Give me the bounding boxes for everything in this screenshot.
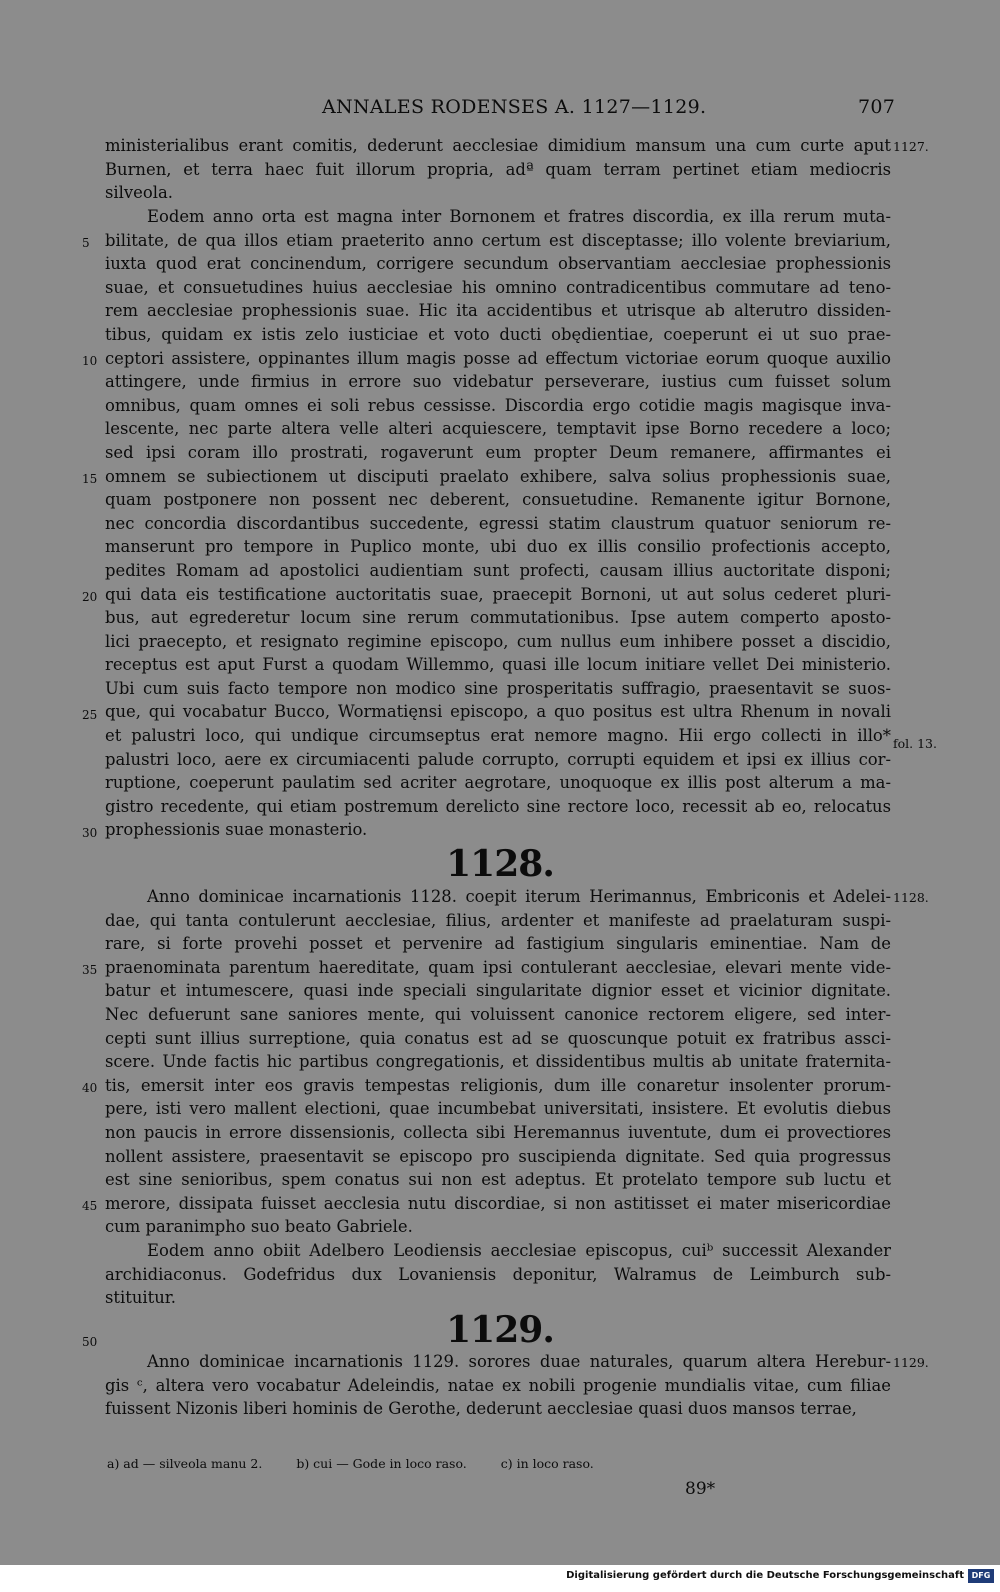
text-line: est sine senioribus, spem conatus sui non est adeptus. Et protelato tempore sub luctu et (105, 1170, 891, 1190)
signature-mark: 89* (685, 1479, 716, 1499)
text-line: que, qui vocabatur Bucco, Wormatięnsi episcopo, a quo positus est ultra Rhenum in novali (105, 702, 891, 722)
text-line: tis, emersit inter eos gravis tempestas religionis, dum ille conaretur insolenter prorum- (105, 1075, 891, 1095)
text-line: fuissent Nizonis liberi hominis de Gerothe, dederunt aecclesiae quasi duos mansos terrae, (105, 1399, 857, 1419)
line-number: 45 (82, 1199, 98, 1213)
margin-folio: fol. 13. (893, 736, 937, 751)
margin-year-1127: 1127. (893, 139, 929, 154)
line-number: 15 (82, 472, 98, 486)
text-line: Eodem anno obiit Adelbero Leodiensis aecclesiae episcopus, cuiᵇ successit Alexander (147, 1241, 891, 1260)
year-heading-1129: 1129. (446, 1309, 554, 1351)
text-line: sed ipsi coram illo prostrati, rogaverunt eum propter Deum remanere, affirmantes ei (105, 442, 891, 462)
text-line: lici praecepto, et resignato regimine episcopo, cum nullus eum inhibere posset a discidio, (105, 631, 891, 651)
margin-year-1129: 1129. (893, 1355, 929, 1370)
text-line: non paucis in errore dissensionis, collecta sibi Heremannus iuventute, dum ei provectiores (105, 1122, 891, 1142)
paragraph-1129 (105, 1350, 891, 1421)
text-line: ministerialibus erant comitis, dederunt aecclesiae dimidium mansum una cum curte aput (105, 136, 891, 155)
paragraph-1127-end (105, 134, 891, 205)
text-line: scere. Unde factis hic partibus congregationis, et dissidentibus multis ab unitate fraternita- (105, 1052, 891, 1072)
text-line: merore, dissipata fuisset aecclesia nutu discordiae, si non astitisset ei mater misericordiae (105, 1193, 891, 1213)
text-line: palustri loco, aere ex circumiacenti palude corrupto, corrupti equidem et ipsi ex illius cor- (105, 749, 891, 769)
text-line: iuxta quod erat concinendum, corrigere secundum observantiam aecclesiae prophessionis (105, 254, 891, 274)
text-line: praenominata parentum haereditate, quam ipsi contulerant aecclesiae, elevari mente vide- (105, 957, 891, 977)
text-line: nollent assistere, praesentavit se episcopo pro suscipienda dignitate. Sed quia progressus (105, 1146, 891, 1166)
text-line: cum paranimpho suo beato Gabriele. (105, 1217, 413, 1237)
text-line: omnem se subiectionem ut disciputi praelato exhibere, salva solius prophessionis suae, (105, 466, 891, 486)
text-line: pere, isti vero mallent electioni, quae incumbebat universitati, insistere. Et evolutis diebus (105, 1099, 891, 1119)
paragraph-adelbero (105, 1239, 891, 1310)
text-line: quam postponere non possent nec deberent, consuetudine. Remanente igitur Bornone, (105, 490, 891, 510)
text-line: omnibus, quam omnes ei soli rebus cessisse. Discordia ergo cotidie magis magisque inva- (105, 395, 891, 415)
text-line: nec concordia discordantibus succedente, egressi statim claustrum quatuor seniorum re- (105, 513, 891, 533)
text-line: bus, aut egrederetur locum sine rerum commutationibus. Ipse autem comperto aposto- (105, 608, 891, 628)
text-line: manserunt pro tempore in Puplico monte, ubi duo ex illis consilio profectionis accepto, (105, 537, 891, 557)
line-number: 30 (82, 826, 98, 840)
line-number: 25 (82, 708, 98, 722)
text-line: receptus est aput Furst a quodam Willemmo, quasi ille locum initiare vellet Dei ministerio. (105, 655, 891, 675)
text-line: gistro recedente, qui etiam postremum derelicto sine rectore loco, recessit ab eo, relocatus (105, 796, 891, 816)
line-number: 5 (82, 236, 90, 250)
text-line: et palustri loco, qui undique circumseptus erat nemore magno. Hii ergo collecti in illo* (105, 726, 891, 746)
paragraph-1128 (105, 885, 891, 1239)
text-line: batur et intumescere, quasi inde speciali singularitate dignior esset et vicinior dignitate. (105, 981, 891, 1001)
text-line: gis ᶜ, altera vero vocabatur Adeleindis, natae ex nobili progenie mundialis vitae, cum filiae (105, 1375, 891, 1395)
paragraph-discordia (105, 205, 891, 842)
text-line: bilitate, de qua illos etiam praeterito anno certum est disceptasse; illo volente breviarium, (105, 230, 891, 250)
text-line: rare, si forte provehi posset et pervenire ad fastigium singularis eminentiae. Nam de (105, 934, 891, 954)
running-header (0, 96, 1000, 124)
text-line: dae, qui tanta contulerunt aecclesiae, filius, ardenter et manifeste ad praelaturam suspi- (105, 910, 891, 930)
text-line: pedites Romam ad apostolici audientiam sunt profecti, causam illius auctoritate disponi; (105, 560, 891, 580)
text-line: stituitur. (105, 1288, 177, 1308)
text-line: tibus, quidam ex istis zelo iusticiae et voto ducti obędientiae, coeperunt ei ut suo prae- (105, 324, 891, 344)
text-line: silveola. (105, 183, 173, 203)
line-number: 50 (82, 1335, 98, 1349)
text-line: ceptori assistere, oppinantes illum magis posse ad effectum victoriae eorum quoque auxilio (105, 348, 891, 368)
text-line: ruptione, coeperunt paulatim sed acriter aegrotare, unoquoque ex illis post alterum a ma- (105, 773, 891, 793)
text-line: lescente, nec parte altera velle alteri acquiescere, temptavit ipse Borno recedere a loco; (105, 419, 891, 439)
text-line: Eodem anno orta est magna inter Bornonem et fratres discordia, ex illa rerum muta- (147, 207, 891, 226)
text-line: suae, et consuetudines huius aecclesiae his omnino contradicentibus commutare ad teno- (105, 277, 891, 297)
margin-year-1128: 1128. (893, 890, 929, 905)
text-line: Burnen, et terra haec fuit illorum propria, adª quam terram pertinet etiam mediocris (105, 159, 891, 179)
dfg-logo: DFG (968, 1569, 994, 1583)
footnote-b: b) cui — Gode in loco raso. (296, 1456, 467, 1471)
text-line: qui data eis testificatione auctoritatis suae, praecepit Bornoni, ut aut solus cederet pluri- (105, 584, 891, 604)
page-number: 707 (858, 96, 896, 118)
text-line: attingere, unde firmius in errore suo videbatur perseverare, iustius cum fuisset solum (105, 372, 891, 392)
footnotes (107, 1456, 624, 1471)
text-line: Ubi cum suis facto tempore non modico sine prosperitatis suffragio, praesentavit se suos- (105, 678, 891, 698)
text-line: archidiaconus. Godefridus dux Lovaniensis deponitur, Walramus de Leimburch sub- (105, 1264, 891, 1284)
line-number: 20 (82, 590, 98, 604)
text-line: Anno dominicae incarnationis 1128. coepit iterum Herimannus, Embriconis et Adelei- (147, 887, 891, 906)
footer-bar (0, 1565, 1000, 1592)
line-number: 10 (82, 354, 98, 368)
text-line: rem aecclesiae prophessionis suae. Hic ita accidentibus et utrisque ab alterutro dissiden- (105, 301, 891, 321)
text-line: Nec defuerunt sane saniores mente, qui voluissent canonice rectorem eligere, sed inter- (105, 1004, 891, 1024)
funding-credit: Digitalisierung gefördert durch die Deutsche Forschungsgemeinschaft (566, 1570, 964, 1581)
footnote-c: c) in loco raso. (500, 1456, 594, 1471)
text-line: prophessionis suae monasterio. (105, 820, 368, 840)
running-title: ANNALES RODENSES A. 1127—1129. (322, 96, 707, 118)
line-number: 35 (82, 963, 98, 977)
text-line: Anno dominicae incarnationis 1129. sorores duae naturales, quarum altera Herebur- (147, 1352, 891, 1371)
line-number: 40 (82, 1081, 98, 1095)
footnote-a: a) ad — silveola manu 2. (107, 1456, 263, 1471)
year-heading-1128: 1128. (446, 843, 554, 885)
text-line: cepti sunt illius surreptione, quia conatus est ad se quoscunque potuit ex fratribus assci- (105, 1028, 891, 1048)
